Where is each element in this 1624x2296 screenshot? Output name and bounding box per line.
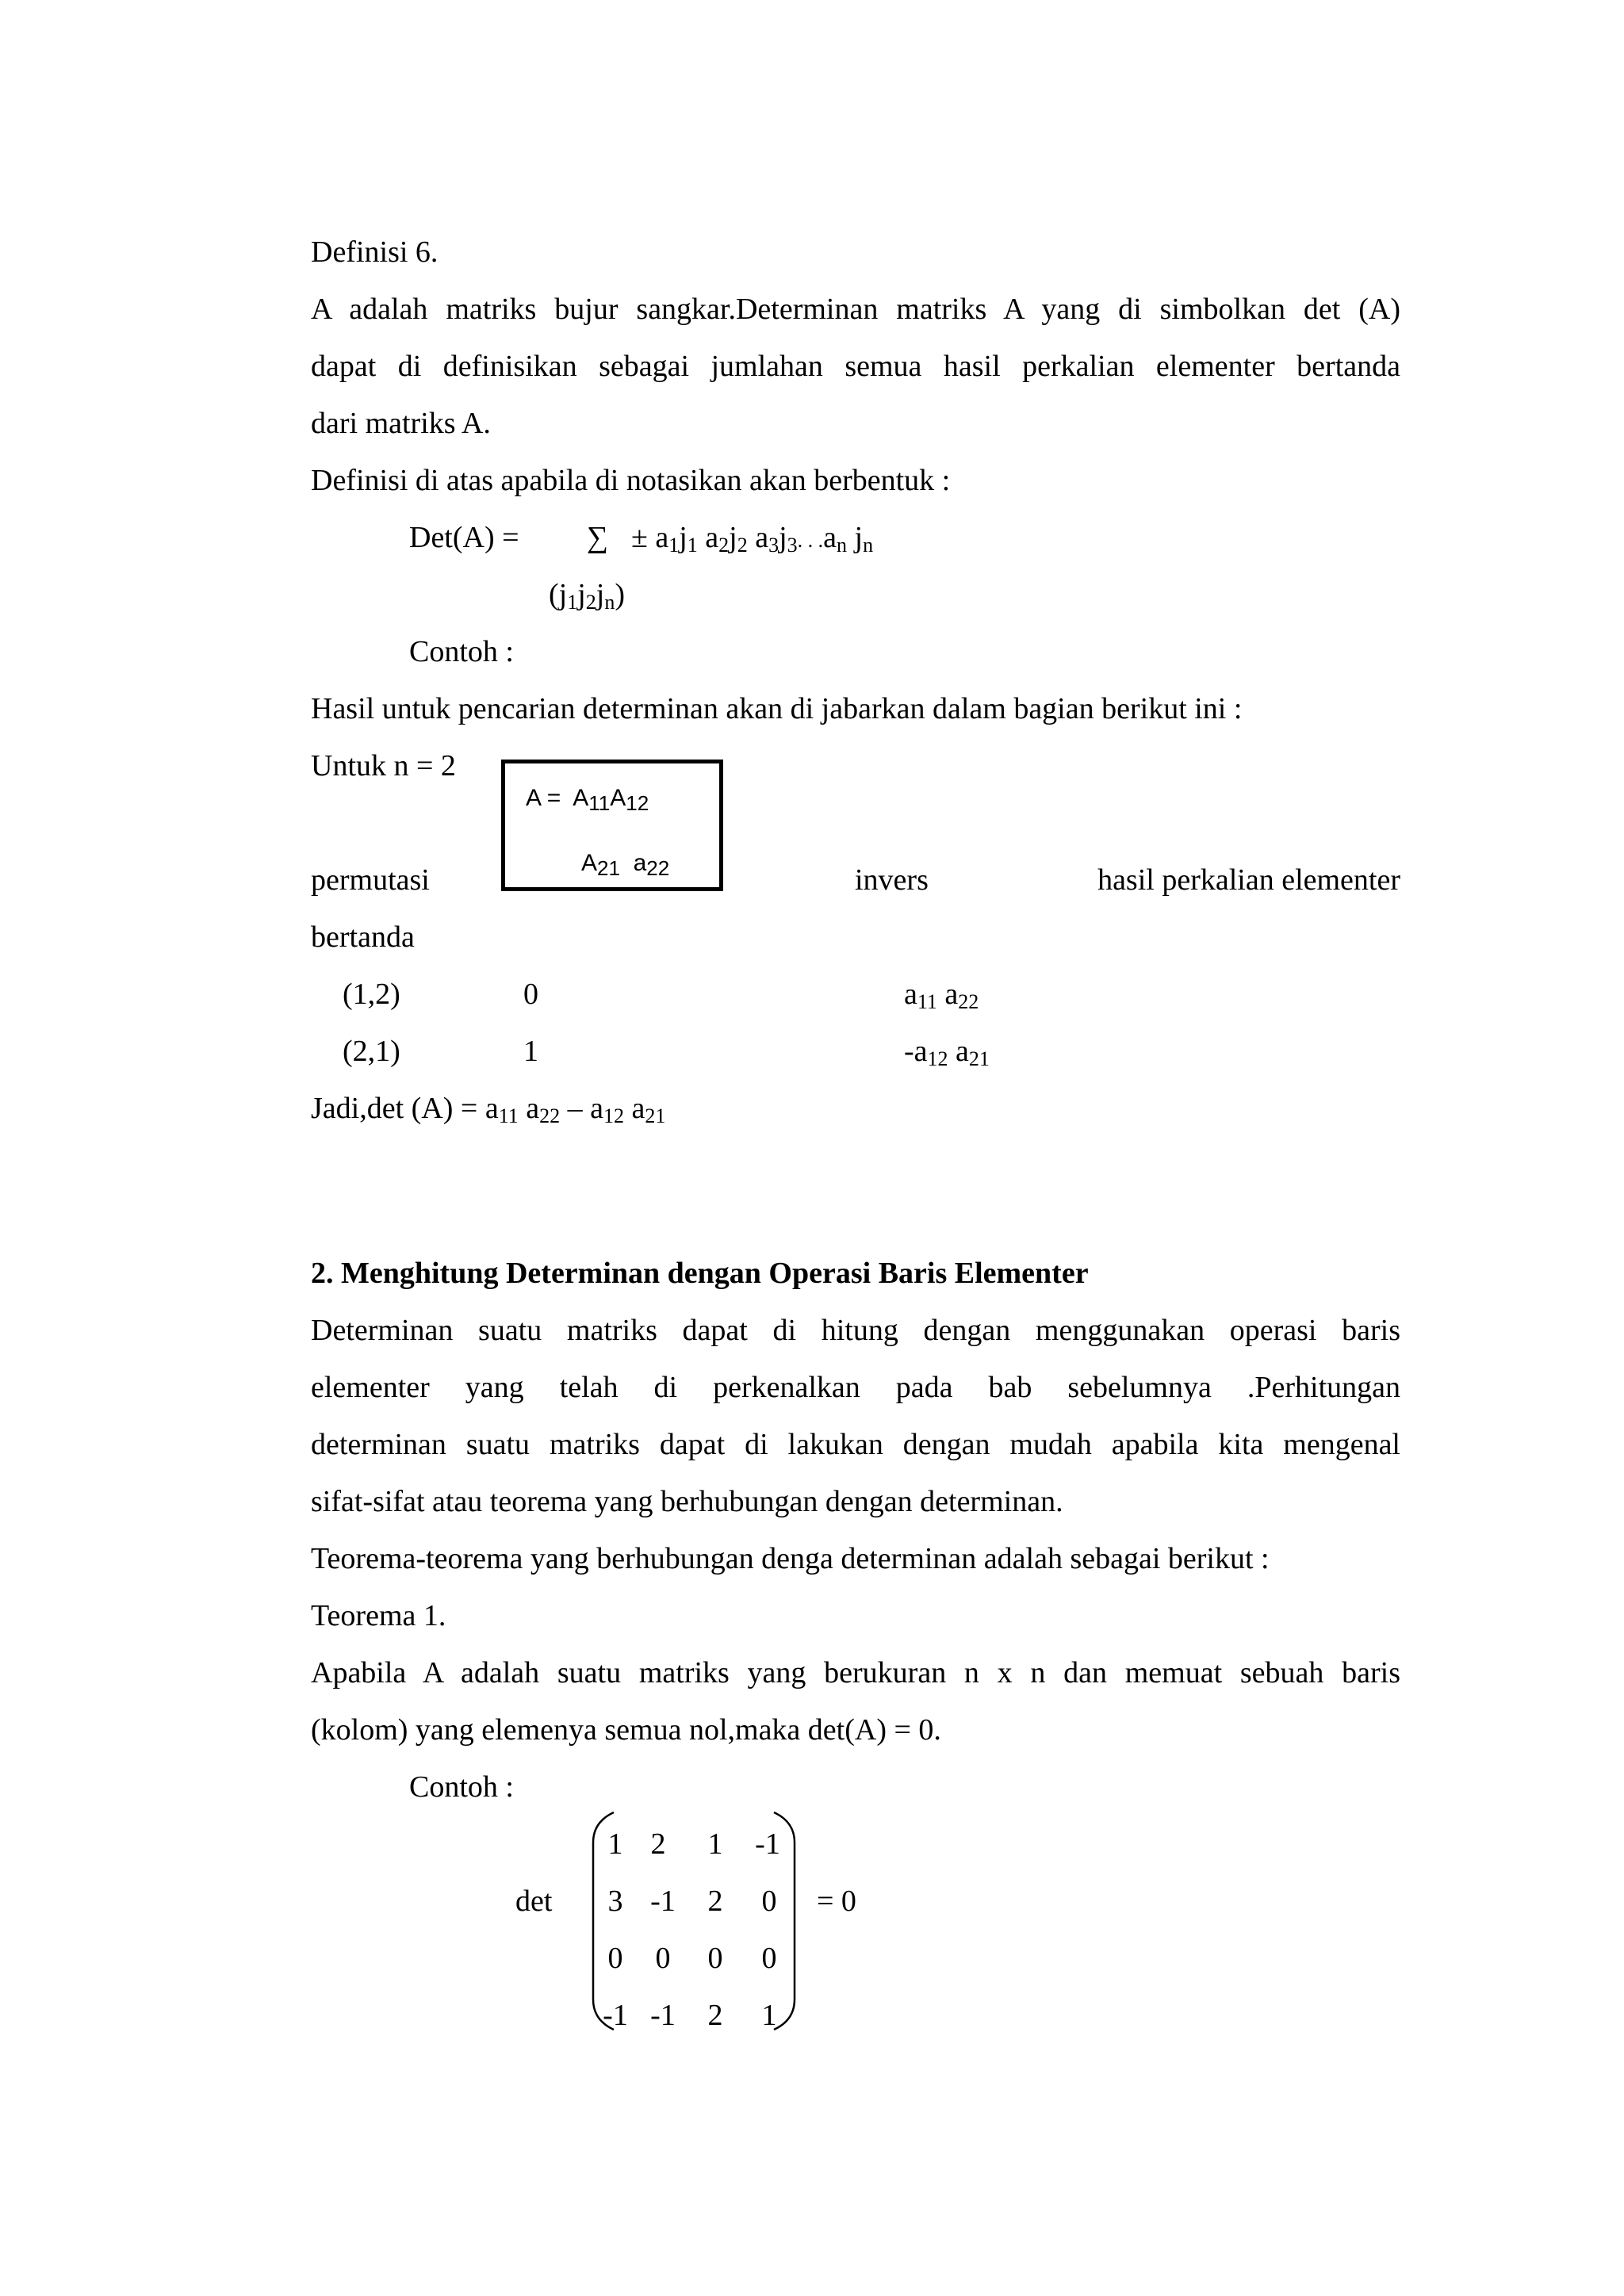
contoh-label-1: Contoh : (409, 635, 514, 668)
matrix-cell: 0 (607, 1942, 623, 1975)
section-2-line-2: elementer yang telah di perkenalkan pada bab sebelumnya .Perhitungan (311, 1371, 1400, 1404)
matrix-cell: 2 (707, 1999, 723, 2032)
header-hasil: hasil perkalian elementer (1097, 863, 1400, 897)
perm-row-2: (2,1) (343, 1035, 400, 1068)
det-label: det (515, 1885, 553, 1918)
section-2-title: 2. Menghitung Determinan dengan Operasi Baris Elementer (311, 1257, 1089, 1290)
matrix-cell: 1 (761, 1999, 777, 2032)
matrix-cell: -1 (650, 1999, 676, 2032)
teorema-line-1: Apabila A adalah suatu matriks yang berukuran n x n dan memuat sebuah baris (311, 1656, 1400, 1689)
matrix-cell: 3 (607, 1885, 623, 1918)
matrix-cell: 1 (707, 1827, 723, 1861)
product-row-2: $-a_{12}$ $a_{21}$ (904, 1035, 990, 1070)
header-permutasi: permutasi (311, 863, 430, 897)
matrix-cell: 0 (655, 1942, 671, 1975)
formula-subscript: $(j_1j_2j_n)$ (549, 578, 625, 614)
matrix-cell: 2 (650, 1827, 666, 1861)
det-result: = 0 (817, 1885, 856, 1918)
section-2-line-1: Determinan suatu matriks dapat di hitung dengan menggunakan operasi baris (311, 1314, 1400, 1347)
matrix-cell: -1 (650, 1885, 676, 1918)
matrix-cell: 0 (761, 1942, 777, 1975)
matrix-cell: 2 (707, 1885, 723, 1918)
untuk-n-2: Untuk n = 2 (311, 749, 456, 783)
matrix-cell: -1 (755, 1827, 780, 1861)
matrix-a-row-2: $A_{21}$ $a_{22}$ (581, 850, 670, 880)
contoh-label-2: Contoh : (409, 1770, 514, 1804)
teorema-line-2: (kolom) yang elemenya semua nol,maka det(A) = 0. (311, 1713, 941, 1747)
matrix-cell: 1 (607, 1827, 623, 1861)
jadi-result: Jadi,det $(A) = a_{11}$ $a_{22} - a_{12}$ $a_{21}$ (311, 1092, 666, 1127)
header-bertanda: bertanda (311, 920, 415, 954)
inv-row-1: 0 (523, 978, 538, 1011)
perm-row-1: (1,2) (343, 978, 400, 1011)
teorema-title: Teorema 1. (311, 1599, 446, 1632)
matrix-a-row-1: $A = A_{11}A_{12}$ (526, 785, 649, 815)
inv-row-2: 1 (523, 1035, 538, 1068)
product-row-1: $a_{11}$ $a_{22}$ (904, 978, 979, 1013)
teorema-intro: Teorema-teorema yang berhubungan denga determinan adalah sebagai berikut : (311, 1542, 1270, 1575)
definition-heading: Definisi 6. (311, 235, 439, 269)
notation-intro: Definisi di atas apabila di notasikan akan berbentuk : (311, 464, 951, 497)
definition-line-2: dapat di definisikan sebagai jumlahan semua hasil perkalian elementer bertanda (311, 350, 1400, 383)
formula-lhs: Det(A) = (409, 521, 519, 554)
hasil-intro: Hasil untuk pencarian determinan akan di jabarkan dalam bagian berikut ini : (311, 692, 1243, 725)
matrix-cell: -1 (603, 1999, 628, 2032)
formula-product: ± $a_1j_1$ $a_2j_2$ $a_3j_3$. . $.a_n$ $j_n$ (631, 521, 874, 557)
definition-line-1: A adalah matriks bujur sangkar.Determinan matriks A yang di simbolkan det (A) (311, 293, 1400, 326)
matrix-cell: 0 (761, 1885, 777, 1918)
formula-sigma: ∑ (587, 521, 609, 554)
matrix-a-box (501, 760, 723, 891)
section-2-line-4: sifat-sifat atau teorema yang berhubungan dengan determinan. (311, 1485, 1063, 1518)
definition-line-3: dari matriks A. (311, 407, 491, 440)
section-2-line-3: determinan suatu matriks dapat di lakukan dengan mudah apabila kita mengenal (311, 1428, 1400, 1461)
header-invers: invers (855, 863, 929, 897)
matrix-cell: 0 (707, 1942, 723, 1975)
